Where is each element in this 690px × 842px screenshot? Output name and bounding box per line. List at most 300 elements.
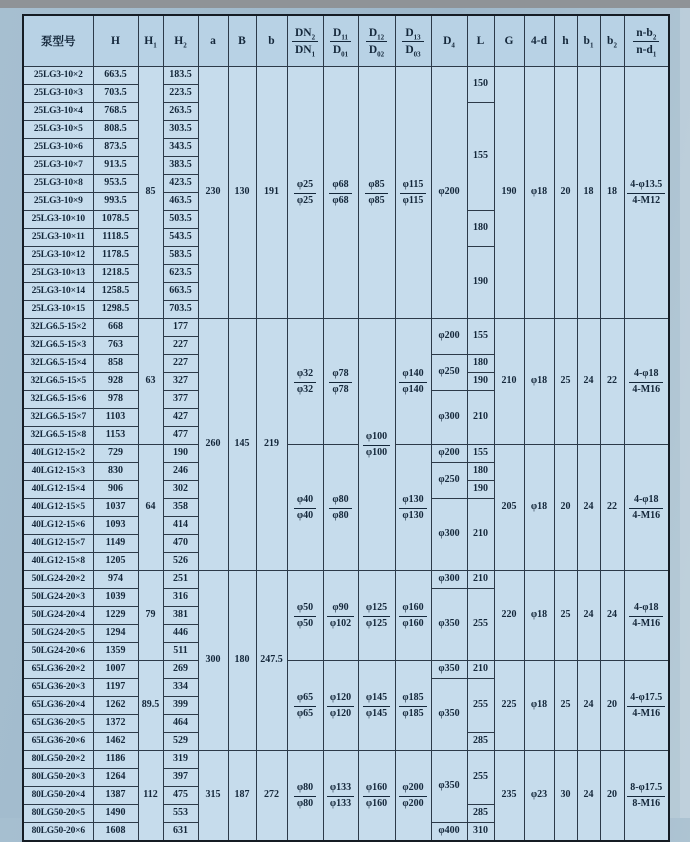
- cell-model: 25LG3-10×3: [23, 85, 93, 103]
- cell-n: [624, 571, 669, 661]
- cell-n: [624, 445, 669, 571]
- cell-D12: [358, 571, 395, 661]
- cell-H: 1462: [93, 733, 138, 751]
- fraction-bottom: φ80: [296, 797, 314, 809]
- cell-4d: φ18: [524, 67, 554, 319]
- cell-b: 247.5: [256, 571, 287, 751]
- fraction: [294, 692, 316, 719]
- fraction-top: 4-φ18: [629, 494, 663, 509]
- table-row: [23, 751, 669, 769]
- cell-H: 729: [93, 445, 138, 463]
- fraction: [399, 782, 426, 809]
- cell-D4: φ350: [431, 679, 467, 751]
- cell-model: 80LG50-20×6: [23, 823, 93, 842]
- cell-H2: 381: [163, 607, 198, 625]
- fraction-bottom: 4-M16: [632, 383, 661, 395]
- cell-L: 255: [467, 751, 494, 805]
- cell-H: 1387: [93, 787, 138, 805]
- cell-D4: φ200: [431, 319, 467, 355]
- fraction: [294, 602, 316, 629]
- scan-right-edge: [680, 8, 690, 818]
- fraction-bottom: 4-M16: [632, 707, 661, 719]
- fraction-bottom: φ200: [402, 797, 424, 809]
- cell-h: 30: [554, 751, 577, 842]
- fraction-bottom: 4-M16: [632, 617, 661, 629]
- fraction: [399, 368, 426, 395]
- cell-L: 255: [467, 679, 494, 733]
- fraction-bottom: φ185: [402, 707, 424, 719]
- fraction-bottom: φ80: [332, 509, 349, 521]
- cell-D11: [323, 661, 358, 751]
- column-header-G: G: [494, 15, 524, 67]
- cell-H: 978: [93, 391, 138, 409]
- cell-h: 20: [554, 67, 577, 319]
- cell-D4: φ350: [431, 751, 467, 823]
- fraction-top: φ85: [365, 179, 387, 194]
- fraction: [629, 494, 663, 521]
- cell-D12: [358, 319, 395, 571]
- cell-H: 1007: [93, 661, 138, 679]
- cell-b2: 18: [600, 67, 624, 319]
- cell-H: 1103: [93, 409, 138, 427]
- fraction-top: φ125: [363, 602, 390, 617]
- cell-H: 913.5: [93, 157, 138, 175]
- fraction: [327, 782, 354, 809]
- cell-H: 1093: [93, 517, 138, 535]
- cell-h: 25: [554, 571, 577, 661]
- fraction-top: φ100: [363, 431, 390, 446]
- cell-model: 65LG36-20×2: [23, 661, 93, 679]
- header-row: [23, 15, 669, 67]
- subscript: 1: [589, 41, 594, 50]
- cell-b: 191: [256, 67, 287, 319]
- column-header-D4: $D_4$: [431, 15, 467, 67]
- cell-H1: 64: [138, 445, 163, 571]
- cell-4d: φ18: [524, 661, 554, 751]
- fraction: [330, 26, 351, 59]
- cell-b2: 20: [600, 751, 624, 842]
- cell-H: 906: [93, 481, 138, 499]
- fraction-top: φ120: [327, 692, 354, 707]
- cell-h: 25: [554, 319, 577, 445]
- cell-D13: [395, 751, 431, 842]
- cell-D4: φ300: [431, 499, 467, 571]
- subscript: 2: [652, 33, 657, 42]
- fraction-top: 8-φ17.5: [627, 782, 665, 797]
- fraction: [294, 368, 316, 395]
- cell-model: 50LG24-20×5: [23, 625, 93, 643]
- fraction-bottom: φ120: [329, 707, 352, 719]
- cell-H2: 327: [163, 373, 198, 391]
- fraction-bottom: φ133: [329, 797, 352, 809]
- fraction: [627, 782, 665, 809]
- cell-H2: 223.5: [163, 85, 198, 103]
- cell-D11: [323, 445, 358, 571]
- cell-model: 32LG6.5-15×8: [23, 427, 93, 445]
- cell-H2: 446: [163, 625, 198, 643]
- cell-H: 1298.5: [93, 301, 138, 319]
- cell-H1: 89.5: [138, 661, 163, 751]
- cell-DN: [287, 751, 323, 842]
- cell-L: 190: [467, 373, 494, 391]
- cell-H: 1205: [93, 553, 138, 571]
- fraction: [629, 602, 663, 629]
- column-header-b: b: [256, 15, 287, 67]
- column-header-L: L: [467, 15, 494, 67]
- cell-model: 25LG3-10×12: [23, 247, 93, 265]
- table-body: [23, 67, 669, 842]
- cell-model: 32LG6.5-15×3: [23, 337, 93, 355]
- cell-H: 1608: [93, 823, 138, 842]
- cell-H2: 427: [163, 409, 198, 427]
- cell-H: 1178.5: [93, 247, 138, 265]
- fraction-top: φ80: [329, 494, 351, 509]
- column-header-b1: $b_1$: [577, 15, 600, 67]
- cell-model: 25LG3-10×8: [23, 175, 93, 193]
- cell-4d: φ18: [524, 445, 554, 571]
- cell-D13: [395, 571, 431, 661]
- cell-B: 180: [228, 571, 256, 751]
- cell-b1: 24: [577, 445, 600, 571]
- column-header-h: h: [554, 15, 577, 67]
- table-row: [23, 445, 669, 463]
- cell-b1: 24: [577, 319, 600, 445]
- column-header-H1: $H_1$: [138, 15, 163, 67]
- cell-model: 25LG3-10×7: [23, 157, 93, 175]
- table-header: [23, 15, 669, 67]
- cell-H: 1039: [93, 589, 138, 607]
- subscript: 1: [311, 50, 316, 59]
- fraction-bottom: φ25: [296, 194, 314, 206]
- column-header-DN: [287, 15, 323, 67]
- cell-H: 1229: [93, 607, 138, 625]
- fraction-top: $D_{12}$: [366, 26, 387, 42]
- cell-L: 210: [467, 391, 494, 445]
- subscript: 12: [377, 33, 385, 42]
- cell-D13: [395, 67, 431, 319]
- fraction-bottom: $D_{01}$: [332, 44, 349, 59]
- cell-B: 145: [228, 319, 256, 571]
- cell-H: 1490: [93, 805, 138, 823]
- cell-4d: φ23: [524, 751, 554, 842]
- column-header-D12: [358, 15, 395, 67]
- column-header-D13: [395, 15, 431, 67]
- cell-D4: φ400: [431, 823, 467, 842]
- cell-H2: 358: [163, 499, 198, 517]
- cell-H2: 470: [163, 535, 198, 553]
- cell-D4: φ300: [431, 571, 467, 589]
- fraction-bottom: φ140: [402, 383, 424, 395]
- cell-H2: 529: [163, 733, 198, 751]
- cell-model: 25LG3-10×6: [23, 139, 93, 157]
- cell-H2: 246: [163, 463, 198, 481]
- cell-L: 155: [467, 445, 494, 463]
- fraction-top: φ25: [294, 179, 316, 194]
- cell-b1: 24: [577, 661, 600, 751]
- fraction-bottom: 4-M12: [632, 194, 661, 206]
- cell-H2: 583.5: [163, 247, 198, 265]
- cell-b: 219: [256, 319, 287, 571]
- cell-H2: 631: [163, 823, 198, 842]
- fraction: [327, 692, 354, 719]
- cell-model: 32LG6.5-15×5: [23, 373, 93, 391]
- cell-model: 40LG12-15×4: [23, 481, 93, 499]
- cell-4d: φ18: [524, 571, 554, 661]
- subscript: 2: [311, 33, 316, 42]
- column-header-a: a: [198, 15, 228, 67]
- cell-H2: 663.5: [163, 283, 198, 301]
- cell-G: 210: [494, 319, 524, 445]
- fraction-top: φ140: [399, 368, 426, 383]
- fraction: [400, 179, 427, 206]
- fraction-bottom: $n-d_1$: [636, 44, 657, 59]
- fraction-bottom: φ85: [368, 194, 385, 206]
- column-header-B: B: [228, 15, 256, 67]
- cell-model: 25LG3-10×2: [23, 67, 93, 85]
- cell-D11: [323, 319, 358, 445]
- fraction: [292, 26, 318, 59]
- fraction-bottom: φ130: [402, 509, 424, 521]
- cell-model: 32LG6.5-15×6: [23, 391, 93, 409]
- cell-model: 25LG3-10×5: [23, 121, 93, 139]
- fraction-top: $n-b_2$: [633, 26, 659, 42]
- cell-4d: φ18: [524, 319, 554, 445]
- cell-H: 1359: [93, 643, 138, 661]
- cell-model: 40LG12-15×8: [23, 553, 93, 571]
- fraction-bottom: $D_{03}$: [405, 44, 421, 59]
- cell-H2: 399: [163, 697, 198, 715]
- cell-L: 285: [467, 805, 494, 823]
- subscript: 2: [613, 41, 617, 50]
- cell-L: 190: [467, 481, 494, 499]
- cell-L: 210: [467, 661, 494, 679]
- fraction-top: $D_{11}$: [330, 26, 351, 42]
- fraction-top: φ40: [294, 494, 316, 509]
- cell-G: 205: [494, 445, 524, 571]
- cell-model: 25LG3-10×13: [23, 265, 93, 283]
- cell-H: 1372: [93, 715, 138, 733]
- cell-H2: 302: [163, 481, 198, 499]
- column-header-D11: [323, 15, 358, 67]
- cell-a: 260: [198, 319, 228, 571]
- fraction-top: φ185: [399, 692, 426, 707]
- fraction-top: φ80: [294, 782, 316, 797]
- fraction: [329, 494, 351, 521]
- cell-model: 50LG24-20×2: [23, 571, 93, 589]
- column-header-d4: 4-d: [524, 15, 554, 67]
- cell-a: 230: [198, 67, 228, 319]
- cell-H2: 319: [163, 751, 198, 769]
- fraction: [365, 179, 387, 206]
- cell-model: 40LG12-15×5: [23, 499, 93, 517]
- cell-model: 50LG24-20×6: [23, 643, 93, 661]
- cell-H2: 251: [163, 571, 198, 589]
- subscript: 2: [183, 41, 187, 50]
- fraction-top: φ160: [363, 782, 390, 797]
- cell-D4: φ300: [431, 391, 467, 445]
- cell-n: [624, 319, 669, 445]
- cell-DN: [287, 319, 323, 445]
- cell-model: 40LG12-15×3: [23, 463, 93, 481]
- cell-model: 40LG12-15×6: [23, 517, 93, 535]
- cell-L: 210: [467, 571, 494, 589]
- cell-model: 25LG3-10×9: [23, 193, 93, 211]
- cell-model: 65LG36-20×4: [23, 697, 93, 715]
- cell-H2: 269: [163, 661, 198, 679]
- cell-H: 928: [93, 373, 138, 391]
- cell-model: 80LG50-20×5: [23, 805, 93, 823]
- cell-H: 703.5: [93, 85, 138, 103]
- cell-H: 974: [93, 571, 138, 589]
- table-row: [23, 319, 669, 337]
- cell-D13: [395, 445, 431, 571]
- cell-D13: [395, 661, 431, 751]
- cell-D4: φ350: [431, 661, 467, 679]
- cell-H: 1149: [93, 535, 138, 553]
- cell-H2: 343.5: [163, 139, 198, 157]
- cell-H2: 463.5: [163, 193, 198, 211]
- cell-H: 993.5: [93, 193, 138, 211]
- cell-b2: 22: [600, 445, 624, 571]
- cell-n: [624, 751, 669, 842]
- fraction-top: φ90: [327, 602, 354, 617]
- cell-D4: φ250: [431, 355, 467, 391]
- cell-b: 272: [256, 751, 287, 842]
- cell-model: 32LG6.5-15×2: [23, 319, 93, 337]
- cell-L: 155: [467, 103, 494, 211]
- fraction-top: φ133: [327, 782, 354, 797]
- fraction-bottom: φ68: [332, 194, 349, 206]
- fraction-bottom: φ50: [296, 617, 314, 629]
- fraction-bottom: φ160: [365, 797, 388, 809]
- column-header-b2: $b_2$: [600, 15, 624, 67]
- column-header-n: [624, 15, 669, 67]
- fraction-top: $D_{13}$: [402, 26, 423, 42]
- cell-DN: [287, 661, 323, 751]
- cell-H2: 177: [163, 319, 198, 337]
- cell-h: 25: [554, 661, 577, 751]
- fraction-top: φ200: [399, 782, 426, 797]
- cell-H2: 703.5: [163, 301, 198, 319]
- cell-b1: 24: [577, 571, 600, 661]
- cell-model: 25LG3-10×14: [23, 283, 93, 301]
- cell-H2: 183.5: [163, 67, 198, 85]
- fraction-bottom: φ115: [402, 194, 424, 206]
- cell-model: 25LG3-10×4: [23, 103, 93, 121]
- cell-model: 25LG3-10×10: [23, 211, 93, 229]
- cell-H2: 303.5: [163, 121, 198, 139]
- fraction: [402, 26, 423, 59]
- fraction: [329, 179, 351, 206]
- fraction: [327, 602, 354, 629]
- cell-L: 210: [467, 499, 494, 571]
- cell-n: [624, 661, 669, 751]
- cell-D4: φ200: [431, 67, 467, 319]
- fraction-top: φ50: [294, 602, 316, 617]
- subscript: 03: [413, 50, 421, 59]
- column-header-H2: $H_2$: [163, 15, 198, 67]
- subscript: 13: [413, 33, 421, 42]
- cell-a: 300: [198, 571, 228, 751]
- cell-L: 190: [467, 247, 494, 319]
- cell-H2: 263.5: [163, 103, 198, 121]
- cell-H2: 227: [163, 355, 198, 373]
- cell-D11: [323, 67, 358, 319]
- fraction-top: φ115: [400, 179, 427, 194]
- cell-H: 668: [93, 319, 138, 337]
- cell-H: 1037: [93, 499, 138, 517]
- cell-D4: φ200: [431, 445, 467, 463]
- fraction-top: φ68: [329, 179, 351, 194]
- cell-H: 663.5: [93, 67, 138, 85]
- cell-H2: 503.5: [163, 211, 198, 229]
- fraction-bottom: φ160: [402, 617, 424, 629]
- cell-H1: 79: [138, 571, 163, 661]
- cell-model: 65LG36-20×3: [23, 679, 93, 697]
- fraction: [366, 26, 387, 59]
- fraction-bottom: φ78: [332, 383, 349, 395]
- fraction-top: $DN_2$: [292, 26, 318, 42]
- cell-H2: 477: [163, 427, 198, 445]
- fraction-bottom: 4-M16: [632, 509, 661, 521]
- subscript: 02: [377, 50, 385, 59]
- cell-model: 40LG12-15×2: [23, 445, 93, 463]
- cell-H2: 334: [163, 679, 198, 697]
- fraction-bottom: φ102: [329, 617, 352, 629]
- cell-G: 235: [494, 751, 524, 842]
- fraction-top: 4-φ18: [629, 368, 663, 383]
- cell-H: 1294: [93, 625, 138, 643]
- cell-H2: 526: [163, 553, 198, 571]
- cell-model: 80LG50-20×2: [23, 751, 93, 769]
- cell-H2: 511: [163, 643, 198, 661]
- fraction-bottom: 8-M16: [632, 797, 661, 809]
- pump-spec-table: [22, 14, 670, 842]
- fraction: [329, 368, 351, 395]
- fraction: [363, 782, 390, 809]
- fraction-top: 4-φ17.5: [627, 692, 665, 707]
- cell-H1: 63: [138, 319, 163, 445]
- cell-model: 40LG12-15×7: [23, 535, 93, 553]
- cell-model: 80LG50-20×4: [23, 787, 93, 805]
- fraction: [633, 26, 659, 59]
- cell-H2: 227: [163, 337, 198, 355]
- cell-D12: [358, 67, 395, 319]
- cell-b2: 22: [600, 319, 624, 445]
- fraction: [627, 692, 665, 719]
- column-header-H: H: [93, 15, 138, 67]
- cell-L: 155: [467, 319, 494, 355]
- fraction-top: φ32: [294, 368, 316, 383]
- fraction-bottom: φ40: [296, 509, 314, 521]
- cell-b2: 24: [600, 571, 624, 661]
- fraction: [627, 179, 665, 206]
- cell-L: 310: [467, 823, 494, 842]
- cell-D13: [395, 319, 431, 445]
- cell-H2: 423.5: [163, 175, 198, 193]
- cell-H: 1078.5: [93, 211, 138, 229]
- fraction: [294, 782, 316, 809]
- fraction: [363, 431, 390, 458]
- cell-H2: 397: [163, 769, 198, 787]
- subscript: 1: [652, 50, 657, 59]
- table-row: [23, 571, 669, 589]
- cell-L: 255: [467, 589, 494, 661]
- cell-L: 180: [467, 355, 494, 373]
- cell-H: 1118.5: [93, 229, 138, 247]
- cell-H2: 543.5: [163, 229, 198, 247]
- cell-H: 1197: [93, 679, 138, 697]
